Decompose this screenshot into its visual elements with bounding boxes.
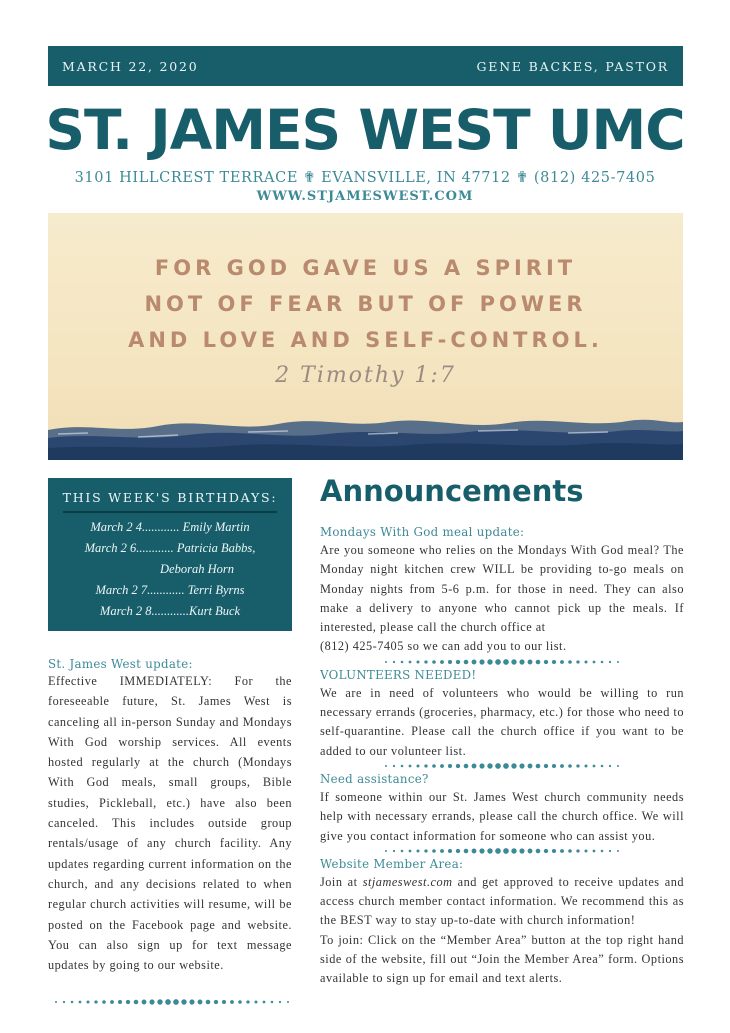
divider-dot bbox=[511, 659, 516, 664]
verse-line: FOR GOD GAVE US A SPIRIT bbox=[154, 256, 577, 280]
divider-dot bbox=[495, 763, 501, 769]
announcement-heading: Website Member Area: bbox=[320, 856, 464, 871]
announcement-text: Are you someone who relies on the Mondays With God meal? The Monday night kitchen crew WILL be providing to-go meals on Monday nights from 5-6 p.m. for those in need. They can also make a delivery to anyone who cannot pick up the meals. If interested, please call the church office at bbox=[320, 543, 684, 635]
join-rest: and get approved to receive updates and access church member contact information. We recommend this as the BEST way to stay up-to-date with church information! bbox=[320, 874, 684, 928]
divider-dot bbox=[456, 764, 460, 768]
divider-dot bbox=[568, 764, 572, 768]
divider-dot bbox=[79, 1001, 82, 1004]
divider-dot bbox=[440, 660, 444, 664]
divider-dot bbox=[519, 763, 524, 768]
divider-dot bbox=[576, 764, 579, 767]
birthdays-list bbox=[48, 517, 292, 622]
divider-dot bbox=[472, 764, 477, 769]
divider-dot bbox=[609, 850, 611, 852]
divider-dot bbox=[198, 1000, 203, 1005]
church-update-section bbox=[48, 657, 292, 1007]
divider-dot bbox=[511, 848, 516, 853]
divider-dot bbox=[102, 1001, 106, 1005]
divider-dot bbox=[528, 764, 533, 769]
divider-dot bbox=[118, 1000, 122, 1004]
dot-divider bbox=[52, 997, 292, 1007]
divider-dot bbox=[440, 849, 444, 853]
divider-dot bbox=[479, 763, 484, 768]
divider-dot bbox=[560, 764, 564, 768]
divider-dot bbox=[448, 660, 452, 664]
divider-dot bbox=[409, 660, 412, 663]
divider-dot bbox=[568, 849, 572, 853]
divider-dot bbox=[593, 849, 596, 852]
birthdays-box bbox=[48, 478, 292, 631]
divider-dot bbox=[601, 765, 604, 768]
divider-dot bbox=[479, 848, 484, 853]
divider-dot bbox=[416, 660, 419, 663]
divider-dot bbox=[544, 660, 548, 664]
divider-dot bbox=[519, 659, 524, 664]
divider-dot bbox=[149, 1000, 154, 1005]
birthday-line: March 2 4............ Emily Martin bbox=[90, 520, 250, 534]
divider-dot bbox=[409, 765, 412, 768]
birthday-line: March 2 7............ Terri Byrns bbox=[95, 583, 245, 597]
divider-dot bbox=[55, 1001, 57, 1003]
church-website-link[interactable]: WWW.STJAMESWEST.COM bbox=[256, 189, 474, 204]
divider-dot bbox=[157, 1000, 162, 1005]
divider-dot bbox=[536, 659, 541, 664]
announcements-section bbox=[320, 524, 684, 989]
church-name: ST. JAMES WEST UMC bbox=[45, 98, 685, 162]
birthdays-heading: THIS WEEK'S BIRTHDAYS: bbox=[62, 490, 278, 505]
divider-dot bbox=[416, 764, 419, 767]
divider-dot bbox=[503, 763, 509, 769]
divider-dot bbox=[63, 1001, 65, 1003]
announcement-text: If someone within our St. James West church community needs help with necessary errands, please call the church office. We will give you contact information for someone who can assist you. bbox=[320, 789, 684, 843]
divider-dot bbox=[424, 849, 427, 852]
divider-dot bbox=[214, 1000, 218, 1004]
divider-dot bbox=[576, 849, 579, 852]
divider-dot bbox=[206, 1000, 211, 1005]
divider-dot bbox=[601, 850, 604, 853]
update-heading: St. James West update: bbox=[48, 657, 193, 671]
divider-dot bbox=[263, 1001, 266, 1004]
divider-dot bbox=[487, 848, 492, 853]
birthdays-divider bbox=[63, 511, 277, 513]
divider-dot bbox=[271, 1001, 274, 1004]
divider-dot bbox=[464, 659, 469, 664]
divider-dot bbox=[584, 660, 587, 663]
divider-dot bbox=[495, 848, 501, 854]
divider-dot bbox=[528, 848, 533, 853]
issue-date: MARCH 22, 2020 bbox=[62, 58, 199, 74]
divider-dot bbox=[487, 763, 492, 768]
divider-dot bbox=[456, 660, 460, 664]
announcement-heading: VOLUNTEERS NEEDED! bbox=[320, 667, 477, 682]
divider-dot bbox=[617, 765, 619, 767]
divider-dot bbox=[279, 1001, 281, 1003]
church-address: 3101 HILLCREST TERRACE ✟ EVANSVILLE, IN 47712 ✟ (812) 425-7405 bbox=[74, 170, 656, 186]
divider-dot bbox=[385, 765, 387, 767]
pastor-name: GENE BACKES, PASTOR bbox=[476, 58, 669, 74]
divider-dot bbox=[601, 661, 604, 664]
announcements-title: Announcements bbox=[320, 474, 584, 508]
join-prefix: Join at bbox=[320, 874, 363, 889]
divider-dot bbox=[401, 661, 404, 664]
divider-dot bbox=[464, 764, 469, 769]
announcement-text: To join: Click on the “Member Area” button at the top right hand side of the website, fill out “Join the Member Area” form. Options available to sign up for email and text alerts. bbox=[320, 932, 684, 986]
divider-dot bbox=[487, 659, 492, 664]
divider-dot bbox=[495, 659, 501, 665]
divider-dot bbox=[593, 660, 596, 663]
divider-dot bbox=[519, 848, 524, 853]
wave-decoration bbox=[48, 404, 683, 460]
header-bar bbox=[48, 46, 683, 86]
divider-dot bbox=[424, 660, 427, 663]
dot-divider-graphic bbox=[382, 761, 622, 771]
birthday-line: March 2 8............Kurt Buck bbox=[99, 604, 241, 618]
divider-dot bbox=[448, 764, 452, 768]
divider-dot bbox=[503, 659, 509, 665]
divider-dot bbox=[609, 661, 611, 663]
dot-divider-graphic bbox=[52, 997, 292, 1007]
member-site-link[interactable]: stjameswest.com bbox=[362, 874, 453, 889]
verse-line: AND LOVE AND SELF-CONTROL. bbox=[128, 328, 603, 352]
divider-dot bbox=[424, 764, 427, 767]
verse-text bbox=[48, 250, 683, 358]
divider-dot bbox=[552, 849, 556, 853]
divider-dot bbox=[536, 849, 541, 854]
divider-dot bbox=[142, 1000, 147, 1005]
divider-dot bbox=[617, 850, 619, 852]
divider-dot bbox=[238, 1001, 242, 1005]
divider-dot bbox=[181, 1000, 186, 1005]
divider-dot bbox=[71, 1001, 74, 1004]
divider-dot bbox=[385, 850, 387, 852]
divider-dot bbox=[393, 661, 395, 663]
divider-dot bbox=[287, 1001, 289, 1003]
divider-dot bbox=[230, 1001, 234, 1005]
divider-dot bbox=[593, 765, 596, 768]
announcement-text bbox=[320, 873, 684, 931]
divider-dot bbox=[552, 764, 556, 768]
divider-dot bbox=[94, 1001, 97, 1004]
divider-dot bbox=[409, 849, 412, 852]
divider-dot bbox=[189, 1000, 194, 1005]
divider-dot bbox=[552, 660, 556, 664]
dot-divider-graphic bbox=[382, 846, 622, 856]
divider-dot bbox=[416, 849, 419, 852]
birthday-line: Deborah Horn bbox=[160, 562, 234, 576]
divider-dot bbox=[126, 1000, 130, 1004]
divider-dot bbox=[393, 850, 395, 852]
update-text: Effective IMMEDIATELY: For the foreseeable future, St. James West is canceling all in-person Sunday and Mondays With God worship services. All events hosted regularly at the church (Mondays With God meals, small groups, Bible studies, Pickleball, etc.) have also been canceled. This includes outside group rentals/usage of any church facility. Any updates regarding current information on the church, and any decisions related to when regular church activities will resume, will be posted on the Facebook page and website. You can also sign up for text message updates by going to our website. bbox=[48, 674, 292, 973]
dot-divider bbox=[382, 846, 622, 856]
divider-dot bbox=[584, 764, 587, 767]
divider-dot bbox=[617, 661, 619, 663]
divider-dot bbox=[456, 849, 460, 853]
divider-dot bbox=[511, 763, 516, 768]
dot-divider-graphic bbox=[382, 657, 622, 667]
divider-dot bbox=[479, 659, 484, 664]
divider-dot bbox=[503, 848, 509, 854]
announcement-text: (812) 425-7405 so we can add you to our list. bbox=[320, 639, 567, 654]
announcement-heading: Mondays With God meal update: bbox=[320, 525, 525, 539]
divider-dot bbox=[432, 764, 436, 768]
announcement-heading: Need assistance? bbox=[320, 771, 429, 786]
divider-dot bbox=[246, 1001, 249, 1004]
divider-dot bbox=[528, 659, 533, 664]
divider-dot bbox=[432, 660, 436, 664]
divider-dot bbox=[576, 660, 579, 663]
divider-dot bbox=[222, 1000, 226, 1004]
scripture-banner bbox=[48, 213, 683, 460]
divider-dot bbox=[544, 849, 548, 853]
divider-dot bbox=[448, 849, 452, 853]
dot-divider bbox=[382, 761, 622, 771]
divider-dot bbox=[393, 765, 395, 767]
divider-dot bbox=[86, 1001, 89, 1004]
divider-dot bbox=[609, 765, 611, 767]
birthday-line: March 2 6............ Patricia Babbs, bbox=[84, 541, 256, 555]
verse-reference: 2 Timothy 1:7 bbox=[275, 363, 456, 388]
divider-dot bbox=[401, 850, 404, 853]
divider-dot bbox=[584, 849, 587, 852]
divider-dot bbox=[560, 849, 564, 853]
divider-dot bbox=[385, 661, 387, 663]
divider-dot bbox=[472, 659, 477, 664]
divider-dot bbox=[560, 660, 564, 664]
verse-line: NOT OF FEAR BUT OF POWER bbox=[144, 292, 587, 316]
divider-dot bbox=[401, 765, 404, 768]
divider-dot bbox=[440, 764, 444, 768]
divider-dot bbox=[254, 1001, 257, 1004]
divider-dot bbox=[173, 1000, 179, 1006]
divider-dot bbox=[165, 1000, 171, 1006]
dot-divider bbox=[382, 657, 622, 667]
divider-dot bbox=[472, 848, 477, 853]
announcement-text: We are in need of volunteers who would be willing to run necessary errands (groceries, pharmacy, etc.) for those who need to self-quarantine. Please call the church office if you want to be added to our volunteer list. bbox=[320, 685, 684, 758]
divider-dot bbox=[536, 764, 541, 769]
divider-dot bbox=[568, 660, 572, 664]
divider-dot bbox=[110, 1001, 114, 1005]
divider-dot bbox=[134, 1000, 139, 1005]
divider-dot bbox=[432, 849, 436, 853]
divider-dot bbox=[544, 764, 548, 768]
divider-dot bbox=[464, 849, 469, 854]
